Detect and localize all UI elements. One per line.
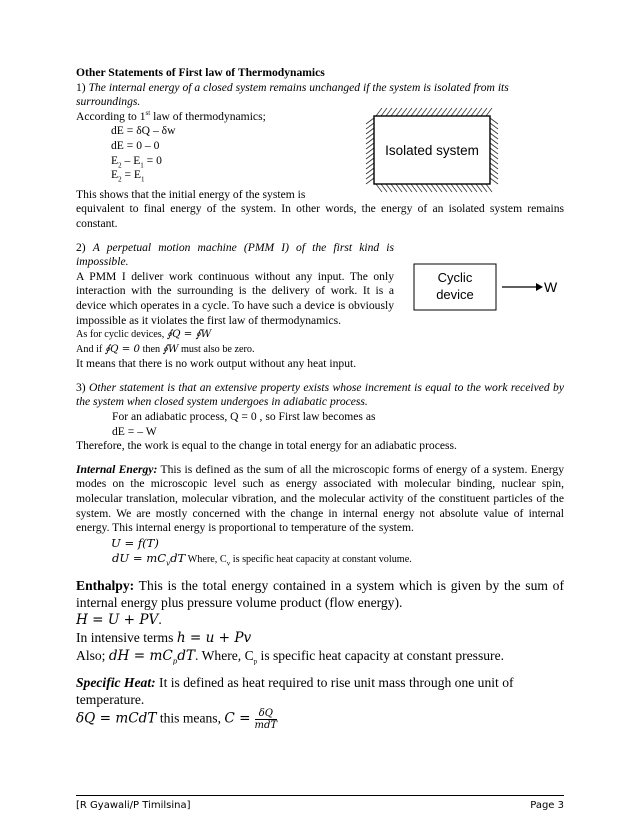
internal-energy-text: This is defined as the sum of all the microscopic forms of energy of a system. Energy modes on the microscopic level such as energy associated with molecular binding, nuclear spin, molecular translation, molecular vibration, and the molecular activity of the constituent particles of the system. We are mostly concerned with the change in internal energy not absolute value of internal energy. This internal energy is proportional to temperature of the system.: [76, 462, 564, 535]
also-where: . Where, C: [195, 648, 254, 663]
statement-number: 3): [76, 380, 90, 394]
ie-eq2-sub: v: [166, 559, 171, 568]
equation-3: [76, 154, 564, 169]
ie-eq2-text-sub: v: [226, 559, 231, 568]
sh-eq-math: δQ = mCdT: [76, 710, 157, 727]
footer-page-number: Page 3: [530, 800, 564, 811]
according-pre: According to 1: [76, 109, 146, 123]
cyclic-device-label-2: device: [436, 287, 474, 302]
work-label: W: [544, 279, 558, 295]
ie-eq2-text: is specific heat capacity at constant volume.: [230, 554, 412, 566]
enthalpy-equation: [76, 611, 564, 629]
also-math: dT: [177, 648, 196, 664]
eq3-sub: 1: [140, 160, 144, 169]
therefore-line: Therefore, the work is equal to the change in total energy for an adiabatic process.: [76, 439, 457, 453]
according-line: [76, 110, 564, 125]
also-where-sub: p: [253, 657, 258, 666]
cyclic-line: [76, 328, 394, 343]
ie-eq1-math: U = f(T): [111, 535, 159, 550]
enthalpy-label: Enthalpy:: [76, 578, 135, 593]
eq4-sub: 2: [118, 175, 122, 184]
if-text: must also be zero.: [178, 343, 255, 355]
ie-eq2-text: Where, C: [185, 554, 227, 566]
sh-frac-den: mdT: [254, 720, 278, 731]
cyclic-math: ∮Q = ∮W: [166, 329, 212, 341]
statement-2: [76, 241, 394, 270]
according-post: law of thermodynamics;: [150, 109, 266, 123]
statement-1: [76, 81, 564, 110]
sh-eq-mid: this means,: [156, 710, 225, 726]
means-line: It means that there is no work output without any heat input.: [76, 357, 357, 371]
eq4-part: = E: [121, 168, 142, 182]
equation-1: dE = δQ – δw: [111, 124, 176, 138]
pmm-block: [76, 241, 394, 358]
specific-heat-label: Specific Heat:: [76, 675, 156, 690]
sh-fraction: [255, 708, 278, 731]
according-sup: st: [145, 108, 151, 117]
also-math: dH = mC: [108, 648, 173, 664]
pmm-description: A PMM I deliver work continuous without any input. The only interaction with the surrounding is the delivery of work. It is a device which operates in a cycle. To have such a device is obviously impossible as it violates the first law of thermodynamics.: [76, 269, 394, 327]
if-line: [76, 343, 394, 358]
equation-4: [76, 168, 564, 183]
statement-3: [76, 381, 564, 410]
specific-heat-text: It is defined as heat required to rise unit mass through one unit of temperature.: [76, 675, 514, 707]
intensive-math: h = u + Pv: [176, 630, 252, 646]
if-text: And if: [76, 343, 105, 355]
if-text: then: [140, 343, 163, 355]
eq3-part: E: [111, 153, 119, 167]
if-math: ∮Q = 0: [104, 343, 141, 355]
ie-equation-2: [76, 551, 564, 568]
also-text: Also;: [76, 648, 109, 663]
cyclic-device-label-1: Cyclic: [437, 270, 473, 285]
enthalpy-eq-end: .: [158, 612, 162, 627]
sh-frac-num: δQ: [255, 708, 278, 720]
statement-text: A perpetual motion machine (PMM I) of the first kind is impossible.: [76, 240, 394, 269]
statement-text: Other statement is that an extensive property exists whose increment is equal to the work received by the system when closed system undergoes in adiabatic process.: [76, 380, 564, 409]
eq3-sub: 2: [118, 160, 122, 169]
cyclic-text: As for cyclic devices,: [76, 329, 167, 341]
footer-authors: [R Gyawali/P Timilsina]: [76, 800, 191, 811]
page-content: [76, 66, 564, 731]
statement-number: 1): [76, 80, 89, 94]
equation-2: dE = 0 – 0: [111, 138, 160, 152]
eq4-sub: 1: [141, 175, 145, 184]
statement-number: 2): [76, 240, 93, 254]
internal-energy-paragraph: [76, 463, 564, 536]
eq3-part: = 0: [143, 153, 162, 167]
page-footer: [76, 795, 564, 811]
eq3-part: – E: [121, 153, 141, 167]
isolated-system-label: Isolated system: [385, 143, 479, 158]
section-title: Other Statements of First law of Thermodynamics: [76, 66, 325, 79]
intensive-text: In intensive terms: [76, 630, 177, 645]
ie-equation-1: [76, 536, 564, 552]
statement-text: The internal energy of a closed system remains unchanged if the system is isolated from its surroundings.: [76, 80, 509, 109]
specific-heat-paragraph: [76, 674, 564, 708]
also-sub: p: [172, 657, 178, 666]
internal-energy-label: Internal Energy:: [76, 462, 158, 476]
also-where: is specific heat capacity at constant pressure.: [257, 648, 505, 663]
eq4-part: E: [111, 168, 119, 182]
adiabatic-equation: dE = – W: [112, 424, 157, 438]
enthalpy-paragraph: [76, 577, 564, 611]
enthalpy-eq-math: H = U + PV: [76, 612, 159, 628]
adiabatic-line: For an adiabatic process, Q = 0 , so First law becomes as: [112, 410, 376, 424]
shows-rest: equivalent to final energy of the system. In other words, the energy of an isolated system remains constant.: [76, 202, 564, 230]
ie-eq2-math: dT: [170, 551, 186, 566]
specific-heat-equation: [76, 708, 564, 731]
intensive-line: [76, 629, 564, 647]
also-line: [76, 647, 564, 665]
enthalpy-text: This is the total energy contained in a system which is given by the sum of internal energy plus pressure volume product (flow energy).: [76, 578, 564, 610]
if-math: ∮W: [162, 343, 179, 355]
sh-eq-c: C =: [224, 710, 251, 727]
ie-eq2-math: dU = mC: [112, 551, 167, 566]
shows-line: This shows that the initial energy of the system is: [76, 187, 306, 201]
